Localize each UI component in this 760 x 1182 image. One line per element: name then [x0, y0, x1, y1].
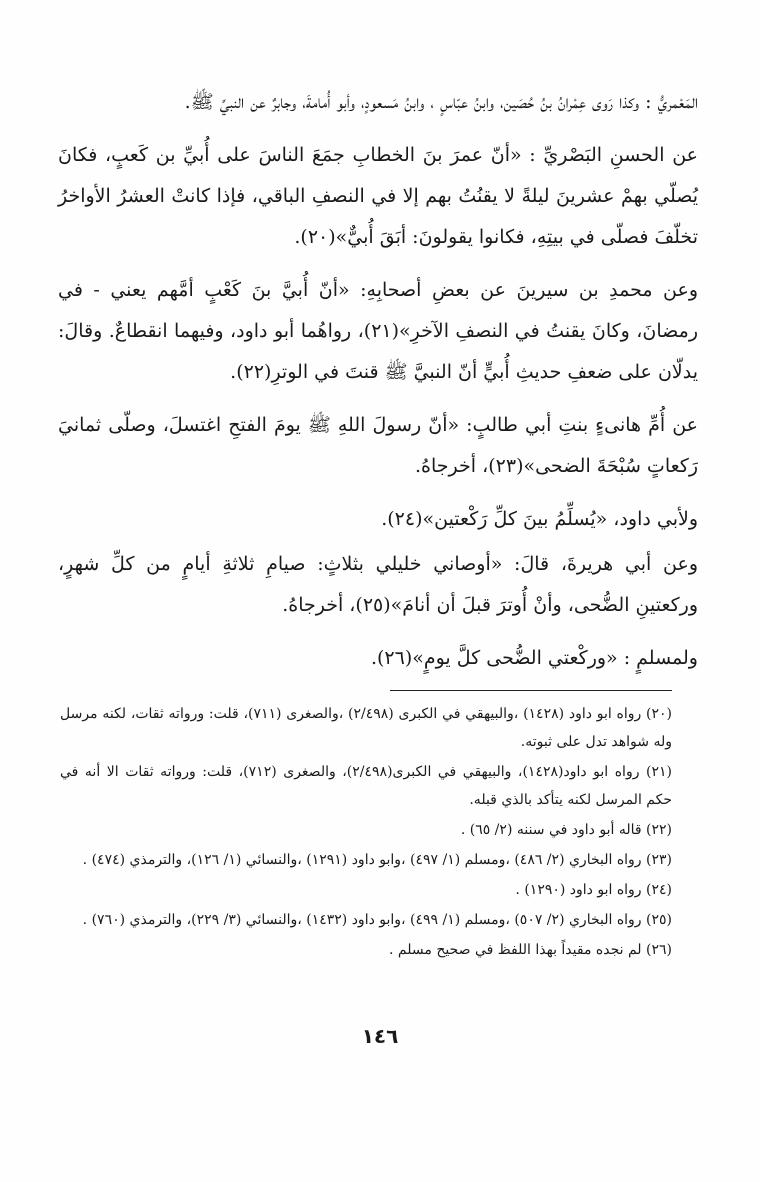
- footnote-divider: [390, 690, 672, 691]
- footnote-22: (٢٢) قاله أبو داود في سننه (٢/ ٦٥) .: [460, 822, 672, 838]
- paragraph-hasan-basri: عن الحسنِ البَصْريِّ : «أنّ عمرَ بنَ الخطابِ جمَعَ الناسَ على أُبيِّ بن كَعبٍ، فكانَ يُصلّي بهمْ عشرينَ ليلةً لا يقنُتُ بهم إلا في النصفِ الباقي، فإذا كانتْ العشرُ الأواخرُ تخلّفَ فصلّى في بيتِهِ، فكانوا يقولونَ: أبَقَ أُبيٌّ»(٢٠).: [58, 144, 698, 248]
- main-text: [58, 82, 698, 691]
- paragraph-abu-dawud: ولأبي داود، «يُسلِّمُ بينَ كلِّ رَكْعتين»(٢٤).: [381, 508, 698, 530]
- footnote-25: (٢٥) رواه البخاري (٢/ ٥٠٧) ،ومسلم (١/ ٤٩٩) ،وابو داود (١٤٣٢) ،والنسائي (٣/ ٢٢٩)، والترمذي (٧٦٠) .: [82, 912, 672, 928]
- page-number: ١٤٦: [361, 1024, 399, 1048]
- footnote-26: (٢٦) لم نجده مقيداً بهذا اللفظ في صحيح مسلم .: [389, 942, 672, 958]
- footnote-21: (٢١) رواه ابو داود(١٤٢٨)، والبيهقي في الكبرى(٢/٤٩٨)، والصغرى (٧١٢)، قلت: ورواته ثقات الا أنه في حكم المرسل لكنه يتأكد بالذي قبله.: [60, 764, 672, 808]
- paragraph-narrators: المَعْمريُّ : وكذا رَوى عِمْرانُ بنُ حُصَين، وابنُ عبّاسٍ ، وابنُ مَسعودٍ، وأبو أُمامةَ، وجابرٌ عن النبيِّ ﷺ.: [184, 91, 698, 113]
- paragraph-abu-hurayra: وعن أبي هريرةَ، قالَ: «أوصاني خليلي بثلاثٍ: صيامِ ثلاثةِ أيامٍ من كلِّ شهرٍ، وركعتينِ الضُّحى، وأنْ أُوترَ قبلَ أن أنامَ»(٢٥)، أخرجاهُ.: [58, 553, 698, 616]
- paragraph-ibn-sirin: وعن محمدِ بن سيرينَ عن بعضِ أصحابِهِ: «أنّ أُبيَّ بنَ كَعْبٍ أمَّهم يعني - في رمضانَ، وكانَ يقنتُ في النصفِ الآخرِ»(٢١)، رواهُما أبو داود، وفيهما انقطاعٌ. وقالَ: يدلّان على ضعفِ حديثِ أُبيٍّ أنّ النبيَّ ﷺ قنتَ في الوترِ(٢٢).: [58, 279, 698, 383]
- paragraph-umm-hani: عن أُمِّ هانىءٍ بنتِ أبي طالبٍ: «أنّ رسولَ اللهِ ﷺ يومَ الفتحِ اغتسلَ، وصلّى ثمانيَ رَكعاتٍ سُبْحَةَ الضحى»(٢٣)، أخرجاهُ.: [58, 414, 698, 477]
- footnote-23: (٢٣) رواه البخاري (٢/ ٤٨٦) ،ومسلم (١/ ٤٩٧) ،وابو داود (١٢٩١) ،والنسائي (١/ ١٢٦)، والترمذي (٤٧٤) .: [82, 852, 672, 868]
- footnote-24: (٢٤) رواه ابو داود (١٢٩٠) .: [515, 882, 672, 898]
- footnotes: [60, 700, 672, 966]
- footnote-20: (٢٠) رواه ابو داود (١٤٢٨) ،والبيهقي في الكبرى (٢/٤٩٨) ،والصغرى (٧١١)، قلت: ورواته ثقات، لكنه مرسل وله شواهد تدل على ثبوته.: [60, 706, 673, 750]
- paragraph-muslim: ولمسلمٍ : «وركْعتي الضُّحى كلَّ يومٍ»(٢٦).: [370, 647, 698, 669]
